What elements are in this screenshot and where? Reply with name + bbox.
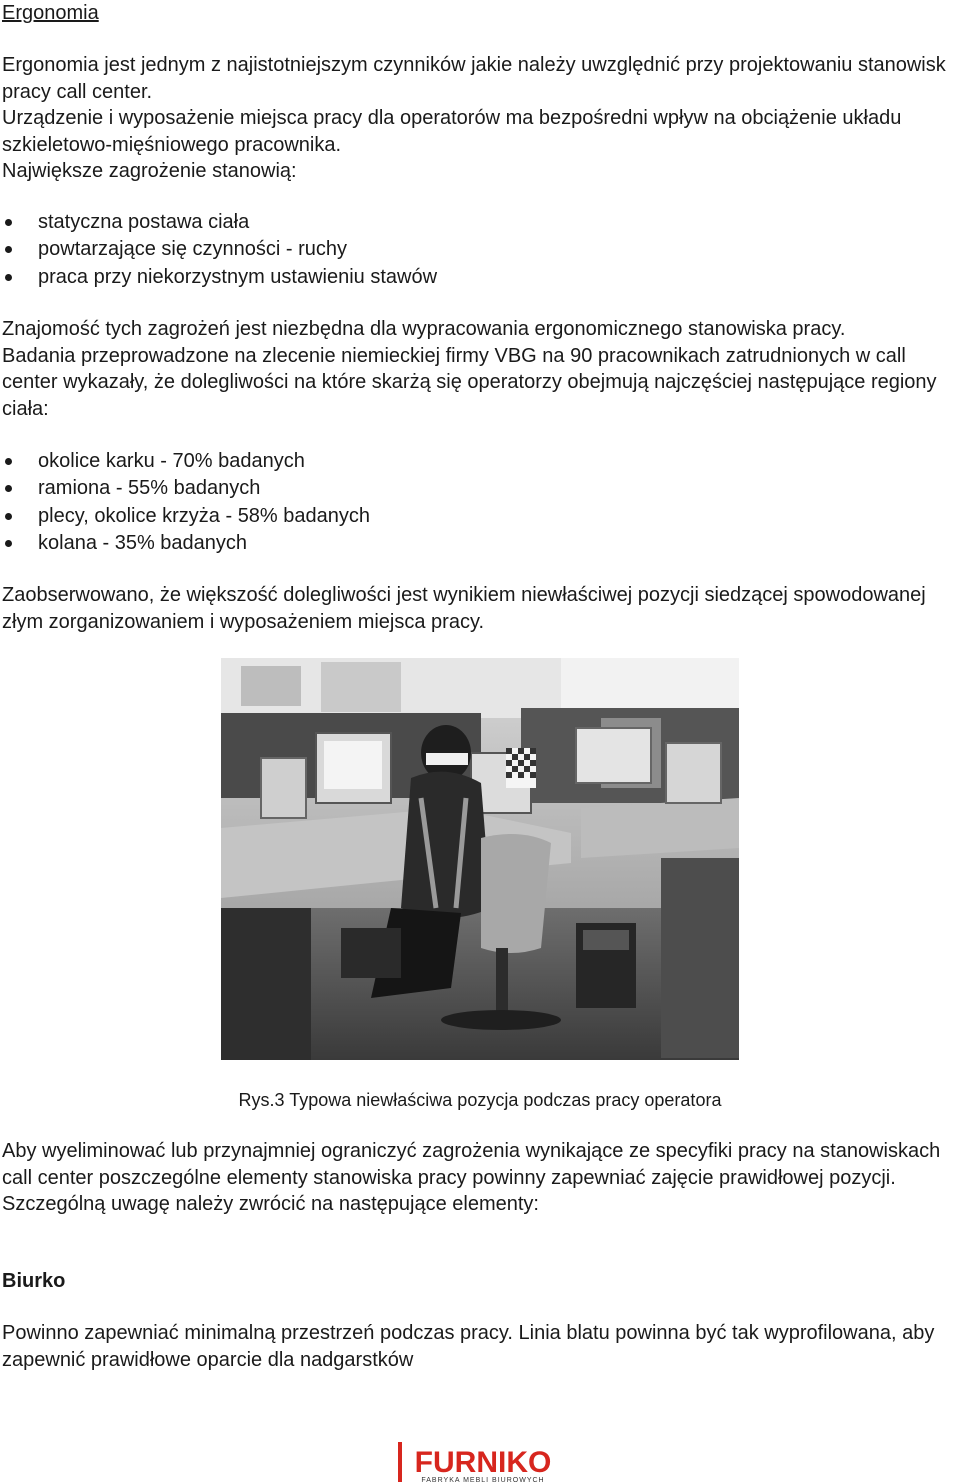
list-item-text: praca przy niekorzystnym ustawieniu stawów — [38, 265, 438, 288]
observation-paragraph: Zaobserwowano, że większość dolegliwości jest wynikiem niewłaściwej pozycji siedzącej spowodowanej złym zorganizowaniem i wyposażeniem miejsca pracy. — [2, 584, 926, 633]
study-sentence-2: Badania przeprowadzone na zlecenie niemieckiej firmy VBG na 90 pracownikach zatrudnionych w call center wykazały, że dolegliwości na które skarżą się operatorzy obejmują najczęściej następujące regiony ciała: — [2, 344, 937, 420]
list-item-text: okolice karku - 70% badanych — [38, 450, 305, 472]
page-title: Ergonomia — [2, 2, 99, 24]
intro-sentence-3: Największe zagrożenie stanowią: — [2, 160, 297, 182]
bullet-icon — [5, 485, 12, 492]
list-item-text: kolana - 35% badanych — [38, 532, 248, 555]
intro-paragraph — [2, 52, 958, 185]
list-item — [2, 264, 437, 291]
list-item-text: ramiona - 55% badanych — [38, 477, 261, 500]
body-regions-list — [2, 448, 370, 558]
list-item — [2, 530, 370, 557]
recommendation-paragraph — [2, 1138, 958, 1218]
section-title: Biurko — [2, 1270, 66, 1292]
furniko-logo — [398, 1440, 568, 1484]
figure-caption: Rys.3 Typowa niewłaściwa pozycja podczas pracy operatora — [238, 1090, 722, 1110]
intro-sentence-2: Urządzenie i wyposażenie miejsca pracy dla operatorów ma bezpośredni wpływ na obciążenie układu szkieletowo-mięśniowego pracownika. — [2, 107, 902, 156]
office-photo — [221, 658, 739, 1060]
bullet-icon — [5, 458, 12, 465]
bullet-icon — [5, 540, 12, 547]
intro-sentence-1: Ergonomia jest jednym z najistotniejszym czynników jakie należy uwzględnić przy projektowaniu stanowisk pracy call center. — [2, 54, 946, 103]
logo-tagline: FABRYKA MEBLI BIUROWYCH — [421, 1477, 545, 1484]
bullet-icon — [5, 246, 12, 253]
section-paragraph: Powinno zapewniać minimalną przestrzeń podczas pracy. Linia blatu powinna być tak wyprofilowana, aby zapewnić prawidłowe oparcie dla nadgarstków — [2, 1322, 935, 1371]
list-item — [2, 503, 370, 530]
recommendation-sentence-2: Szczególną uwagę należy zwrócić na następujące elementy: — [2, 1193, 539, 1215]
list-item — [2, 475, 370, 502]
bullet-icon — [5, 513, 12, 520]
list-item-text: statyczna postawa ciała — [38, 211, 250, 233]
study-sentence-1: Znajomość tych zagrożeń jest niezbędna dla wypracowania ergonomicznego stanowiska pracy. — [2, 318, 846, 340]
list-item — [2, 209, 437, 236]
list-item — [2, 236, 437, 263]
risks-list — [2, 209, 437, 291]
bullet-icon — [5, 219, 12, 226]
list-item-text: plecy, okolice krzyża - 58% badanych — [38, 504, 371, 527]
logo-name: FURNIKO — [414, 1446, 552, 1479]
recommendation-sentence-1: Aby wyeliminować lub przynajmniej ograniczyć zagrożenia wynikające ze specyfiki pracy na stanowiskach call center poszczególne elementy stanowiska pracy powinny zapewniać zajęcie prawidłowej pozycji. — [2, 1140, 941, 1189]
list-item-text: powtarzające się czynności - ruchy — [38, 238, 348, 261]
bullet-icon — [5, 274, 12, 281]
logo-bar-left — [398, 1442, 402, 1482]
study-paragraph — [2, 316, 958, 422]
list-item — [2, 448, 370, 475]
